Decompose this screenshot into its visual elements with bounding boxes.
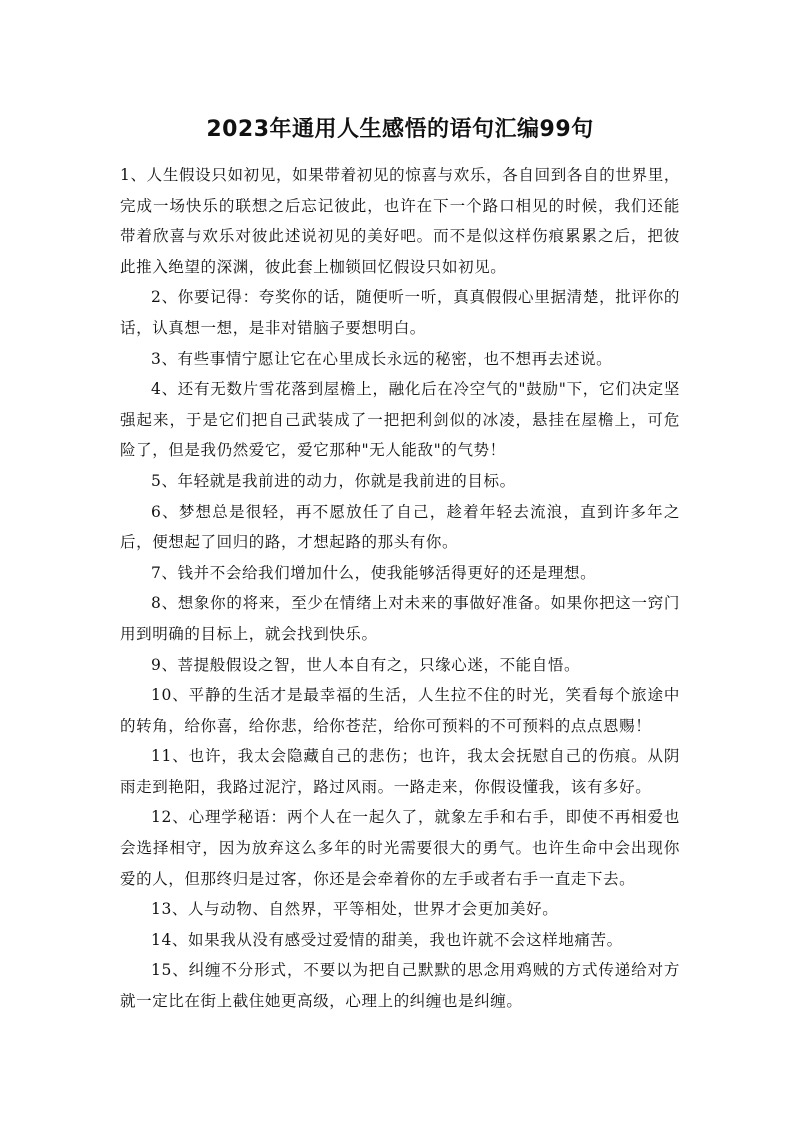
paragraph-2: 2、你要记得：夸奖你的话，随便听一听，真真假假心里据清楚，批评你的话，认真想一想，是非对错脑子要想明白。 [120, 288, 680, 337]
paragraph-15: 15、纠缠不分形式，不要以为把自己默默的思念用鸡贼的方式传递给对方就一定比在街上截住她更高级，心理上的纠缠也是纠缠。 [120, 961, 680, 1011]
paragraph-8: 8、想象你的将来，至少在情绪上对未来的事做好准备。如果你把这一窍门用到明确的目标上，就会找到快乐。 [120, 594, 680, 643]
paragraph-10: 10、平静的生活才是最幸福的生活，人生拉不住的时光，笑看每个旅途中的转角，给你喜，给你悲，给你苍茫，给你可预料的不可预料的点点恩赐！ [120, 686, 680, 735]
paragraph-1: 1、人生假设只如初见，如果带着初见的惊喜与欢乐，各自回到各自的世界里，完成一场快乐的联想之后忘记彼此，也许在下一个路口相见的时候，我们还能带着欣喜与欢乐对彼此述说初见的美好吧。而不是似这样伤痕累累之后，把彼此推入绝望的深渊，彼此套上枷锁回忆假设只如初见。 [120, 166, 680, 276]
paragraph-11: 11、也许，我太会隐藏自己的悲伤；也许，我太会抚慰自己的伤痕。从阴雨走到艳阳，我路过泥泞，路过风雨。一路走来，你假设懂我，该有多好。 [120, 747, 680, 796]
paragraph-4: 4、还有无数片雪花落到屋檐上，融化后在冷空气的"鼓励"下，它们决定坚强起来，于是它们把自己武装成了一把把利剑似的冰凌，悬挂在屋檐上，可危险了，但是我仍然爱它，爱它那种"无人能敌"的气势！ [120, 380, 680, 460]
paragraph-13: 13、人与动物、自然界，平等相处，世界才会更加美好。 [151, 900, 559, 919]
paragraph-7: 7、钱并不会给我们增加什么，使我能够活得更好的还是理想。 [151, 563, 597, 582]
document-body [120, 160, 680, 1017]
paragraph-5: 5、年轻就是我前进的动力，你就是我前进的目标。 [151, 471, 516, 490]
paragraph-14: 14、如果我从没有感受过爱情的甜美，我也许就不会这样地痛苦。 [151, 930, 623, 949]
paragraph-12: 12、心理学秘语：两个人在一起久了，就象左手和右手，即使不再相爱也会选择相守，因为放弃这么多年的时光需要很大的勇气。也许生命中会出现你爱的人，但那终归是过客，你还是会牵着你的左手或者右手一直走下去。 [120, 808, 680, 888]
paragraph-9: 9、菩提般假设之智，世人本自有之，只缘心迷，不能自悟。 [151, 655, 581, 674]
document-title: 2023年通用人生感悟的语句汇编99句 [206, 117, 594, 142]
paragraph-3: 3、有些事情宁愿让它在心里成长永远的秘密，也不想再去述说。 [151, 349, 613, 368]
paragraph-6: 6、梦想总是很轻，再不愿放任了自己，趁着年轻去流浪，直到许多年之后，便想起了回归的路，才想起路的那头有你。 [120, 502, 680, 552]
